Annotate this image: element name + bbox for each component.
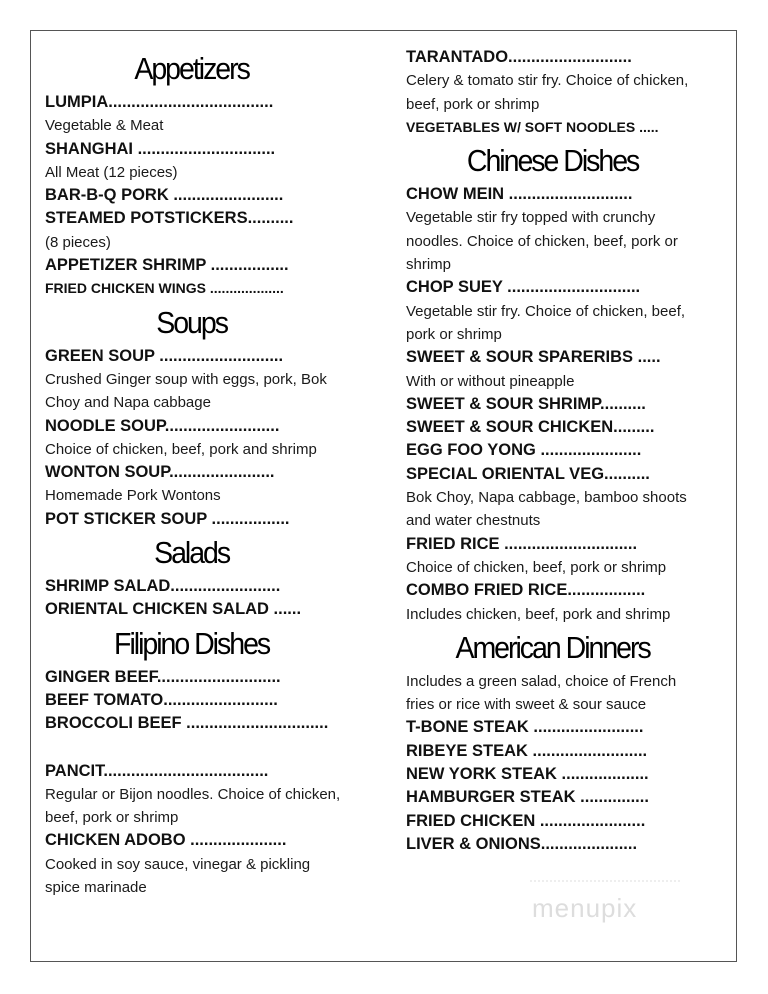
menu-item-name: EGG FOO YONG ...................... <box>406 441 642 460</box>
menu-section-chinese-dishes <box>406 139 736 626</box>
menu-item-name: BROCCOLI BEEF ............................... <box>45 714 329 733</box>
section-heading: Appetizers <box>134 51 249 86</box>
section-heading: Soups <box>156 304 227 340</box>
menu-item-name: SPECIAL ORIENTAL VEG.......... <box>406 464 650 483</box>
watermark-decoration <box>530 880 680 883</box>
menu-item-name: RIBEYE STEAK ......................... <box>406 741 648 760</box>
menu-item-name: VEGETABLES W/ SOFT NOODLES ..... <box>406 118 659 135</box>
menu-item-name: STEAMED POTSTICKERS.......... <box>45 209 294 228</box>
item-description: pork or shrimp <box>406 325 502 343</box>
menu-item-name: FRIED CHICKEN ....................... <box>406 811 646 830</box>
menu-item-name: ORIENTAL CHICKEN SALAD ...... <box>45 600 302 619</box>
menu-section <box>406 46 736 139</box>
menupix-watermark: menupix <box>532 893 638 923</box>
menu-item-name: LIVER & ONIONS..................... <box>406 834 638 853</box>
menu-section-salads <box>45 531 375 622</box>
section-heading: American Dinners <box>455 629 650 665</box>
item-description: shrimp <box>406 256 452 274</box>
item-description: Vegetable & Meat <box>45 117 164 135</box>
menu-item-name: APPETIZER SHRIMP ................. <box>45 256 289 275</box>
right-column <box>406 46 736 856</box>
menu-item-name: NEW YORK STEAK ................... <box>406 765 649 784</box>
item-description: and water chestnuts <box>406 512 541 530</box>
menu-item-name: SWEET & SOUR SPARERIBS ..... <box>406 348 661 367</box>
menu-section-soups <box>45 301 375 531</box>
item-description: fries or rice with sweet & sour sauce <box>406 696 647 714</box>
item-description: Includes chicken, beef, pork and shrimp <box>406 605 671 623</box>
item-description: Bok Choy, Napa cabbage, bamboo shoots <box>406 489 687 507</box>
item-description: Crushed Ginger soup with eggs, pork, Bok <box>45 370 327 388</box>
menu-item-name: COMBO FRIED RICE................. <box>406 581 646 600</box>
item-description: Regular or Bijon noodles. Choice of chicken, <box>45 785 341 803</box>
item-description: spice marinade <box>45 879 147 897</box>
menu-item-name: FRIED RICE ............................. <box>406 534 638 553</box>
menu-item-name: SWEET & SOUR SHRIMP.......... <box>406 394 646 413</box>
menu-section-appetizers <box>45 47 375 301</box>
item-description: beef, pork or shrimp <box>45 809 179 827</box>
item-description: beef, pork or shrimp <box>406 95 540 113</box>
menu-section-american-dinners <box>406 626 736 856</box>
section-heading: Salads <box>154 535 230 571</box>
menu-item-name: BAR-B-Q PORK ........................ <box>45 186 284 205</box>
item-description: Includes a green salad, choice of French <box>406 672 677 690</box>
menu-item-name: LUMPIA.................................... <box>45 93 274 111</box>
menu-item-name: CHOW MEIN ........................... <box>406 185 633 204</box>
menu-item-name: SHRIMP SALAD........................ <box>45 577 281 596</box>
menu-item-name: WONTON SOUP....................... <box>45 463 275 482</box>
item-description: Choice of chicken, beef, pork and shrimp <box>45 440 317 458</box>
item-description: Choice of chicken, beef, pork or shrimp <box>406 558 667 576</box>
item-description: Vegetable stir fry. Choice of chicken, beef, <box>406 302 686 320</box>
menu-item-name: GREEN SOUP ........................... <box>45 346 284 365</box>
menu-item-name: FRIED CHICKEN WINGS ................... <box>45 280 284 297</box>
menu-item-name: GINGER BEEF........................... <box>45 667 281 686</box>
menu-section-filipino-dishes <box>45 622 375 900</box>
item-description: Cooked in soy sauce, vinegar & pickling <box>45 855 311 873</box>
menu-item-name: SHANGHAI .............................. <box>45 139 276 158</box>
menu-item-name: POT STICKER SOUP ................. <box>45 509 290 528</box>
menu-item-name: T-BONE STEAK ........................ <box>406 718 644 737</box>
item-description: noodles. Choice of chicken, beef, pork or <box>406 232 678 250</box>
menu-item-name: NOODLE SOUP......................... <box>45 416 280 435</box>
menu-item-name: HAMBURGER STEAK ............... <box>406 788 649 807</box>
item-description: Celery & tomato stir fry. Choice of chicken, <box>406 72 689 90</box>
item-description: Homemade Pork Wontons <box>45 487 221 505</box>
item-description: (8 pieces) <box>45 233 111 251</box>
menu-item-name: SWEET & SOUR CHICKEN......... <box>406 418 655 437</box>
menu-item-name: CHOP SUEY ............................. <box>406 278 641 297</box>
left-column <box>45 47 375 899</box>
menu-item-name: PANCIT.................................... <box>45 761 269 780</box>
item-description: Vegetable stir fry topped with crunchy <box>406 209 656 227</box>
menu-item-name: BEEF TOMATO......................... <box>45 690 278 709</box>
section-heading: Chinese Dishes <box>466 143 639 179</box>
item-description: Choy and Napa cabbage <box>45 394 211 412</box>
menu-item-name: CHICKEN ADOBO ..................... <box>45 831 287 850</box>
item-description: All Meat (12 pieces) <box>45 163 178 181</box>
menu-item-name: TARANTADO........................... <box>406 48 632 66</box>
spacer <box>45 736 375 760</box>
section-heading: Filipino Dishes <box>114 625 270 661</box>
item-description: With or without pineapple <box>406 372 575 390</box>
